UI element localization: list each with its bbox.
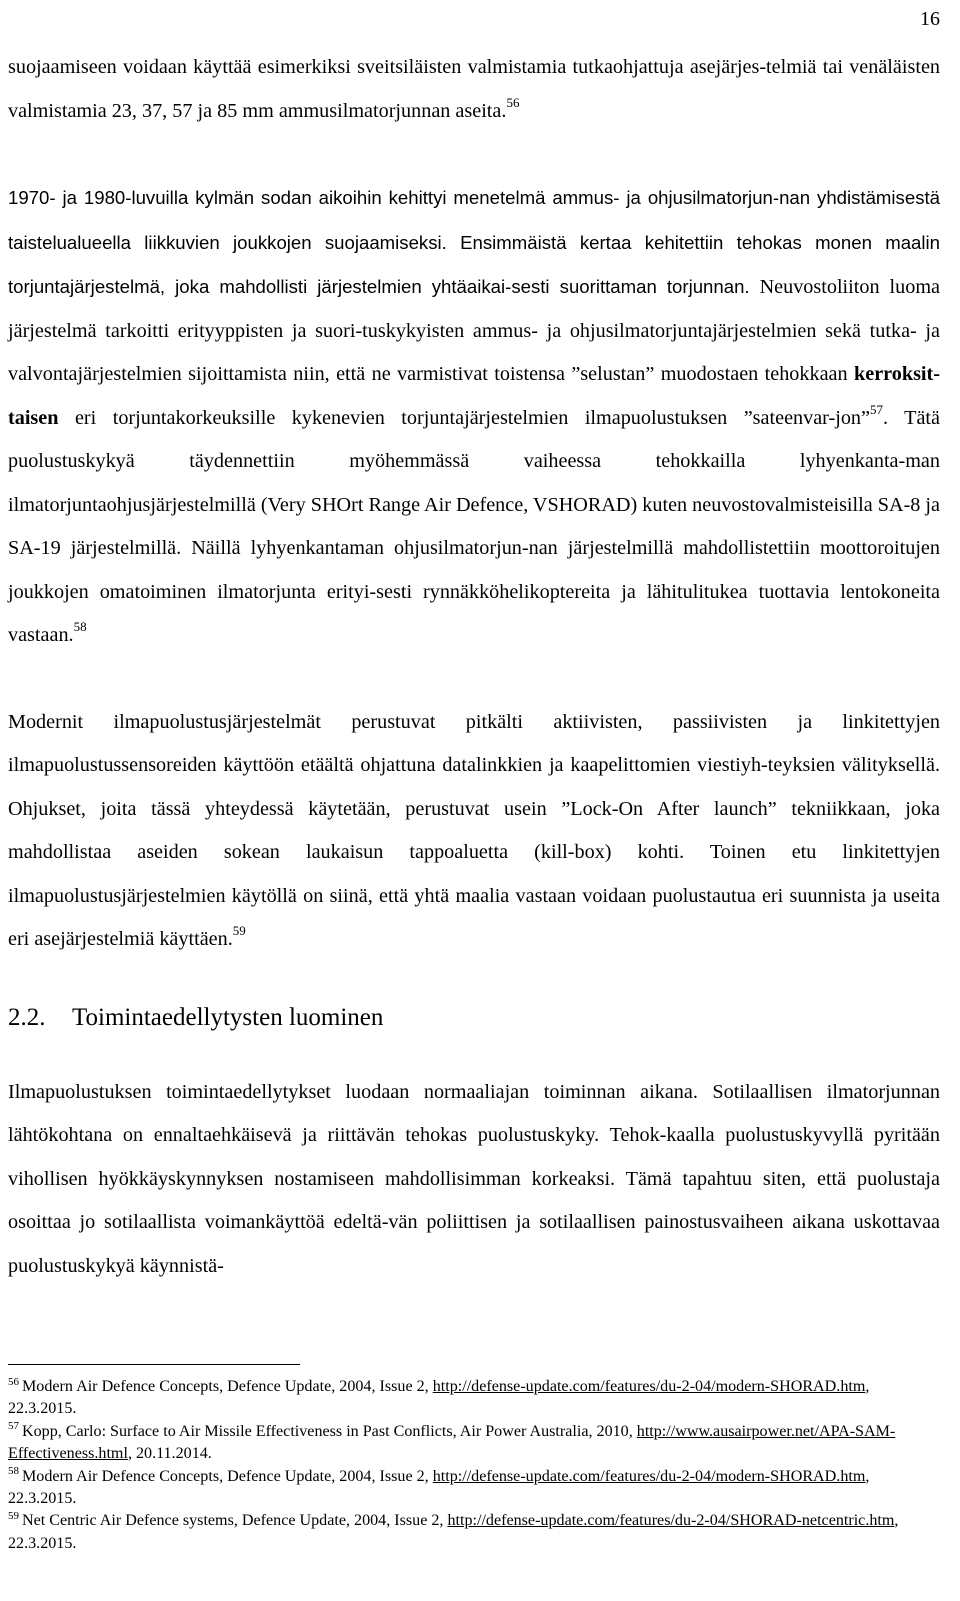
page-body bbox=[8, 46, 940, 1288]
footnote-mark: 57 bbox=[8, 1420, 19, 1433]
paragraph-3 bbox=[8, 701, 940, 962]
footnote-link[interactable]: http://defense-update.com/features/du-2-04/modern-SHORAD.htm bbox=[432, 1378, 866, 1395]
footnote-link[interactable]: http://defense-update.com/features/du-2-04/modern-SHORAD.htm bbox=[432, 1467, 866, 1485]
section-number: 2.2. bbox=[8, 1003, 46, 1031]
paragraph-2 bbox=[8, 176, 940, 658]
footnote-ref-56[interactable]: 56 bbox=[506, 94, 520, 110]
paragraph-3-text: Modernit ilmapuolustusjärjestelmät perustuvat pitkälti aktiivisten, passiivisten ja linkitettyjen ilmapuolustussensoreiden käyttöön etäältä ohjattuna datalinkkien ja kaapelittomien viestiyh-teyksien välityksellä. Ohjukset, joita tässä yhteydessä käytetään, perustuvat usein ”Lock-On After launch” tekniikkaan, joka mahdollistaa aseiden sokean laukaisun tappoaluetta (kill-box) kohti. Toinen etu linkitettyjen ilmapuolustusjärjestelmien käytöllä on siinä, että yhtä maalia vastaan voidaan puolustautua eri suunnista ja useita eri asejärjestelmiä käyttäen. bbox=[8, 710, 940, 950]
footnote-59 bbox=[8, 1510, 913, 1555]
paragraph-1-text: suojaamiseen voidaan käyttää esimerkiksi sveitsiläisten valmistamia tutkaohjattuja asejärjes-telmiä tai venäläisten valmistamia 23, 37, 57 ja 85 mm ammusilmatorjunnan aseita. bbox=[8, 56, 940, 122]
footnote-text: Kopp, Carlo: Surface to Air Missile Effectiveness in Past Conflicts, Air Power Australia, 2010, bbox=[22, 1422, 637, 1440]
footnote-text: Net Centric Air Defence systems, Defence Update, 2004, Issue 2, bbox=[22, 1512, 448, 1530]
footnote-56 bbox=[8, 1376, 913, 1421]
footnote-mark: 58 bbox=[8, 1465, 19, 1478]
paragraph-2-sans-text: 1970- ja 1980-luvuilla kylmän sodan aikoihin kehittyi menetelmä ammus- ja ohjusilmatorjun-nan yhdistämisestä taistelualueella liikkuvien joukkojen suojaamiseksi. Ensimmäistä kertaa kehitettiin tehokas monen maalin torjuntajärjestelmä, joka mahdollisti järjestelmien yhtäaikai-sesti suorittaman torjunnan. bbox=[8, 187, 940, 297]
footnotes bbox=[8, 1376, 913, 1555]
footnote-mark: 59 bbox=[8, 1510, 19, 1523]
paragraph-2-text-a: Neuvostoliiton luoma järjestelmä tarkoitti erityyppisten ja suori-tuskykyisten ammus- ja ohjusilmatorjuntajärjestelmien sekä tutka- ja valvontajärjestelmien sijoittamista niin, että ne varmistivat toistensa ”selustan” muodostaen tehokkaan bbox=[8, 276, 940, 385]
paragraph-1 bbox=[8, 46, 940, 133]
footnote-ref-57[interactable]: 57 bbox=[869, 401, 883, 417]
footnote-58 bbox=[8, 1466, 913, 1511]
footnote-link[interactable]: http://defense-update.com/features/du-2-04/SHORAD-netcentric.htm bbox=[447, 1512, 895, 1530]
footnote-tail: , 22.3.2015. bbox=[8, 1512, 899, 1552]
section-title: Toimintaedellytysten luominen bbox=[72, 1003, 384, 1031]
footnote-separator bbox=[8, 1364, 300, 1365]
footnote-tail: , 22.3.2015. bbox=[8, 1378, 870, 1418]
footnote-tail: , 22.3.2015. bbox=[8, 1467, 870, 1508]
footnote-tail: , 20.11.2014. bbox=[127, 1445, 212, 1463]
paragraph-2-text-b: eri torjuntakorkeuksille kykenevien torjuntajärjestelmien ilmapuolustuksen ”sateenvar-jon” bbox=[58, 406, 870, 429]
footnote-text: Modern Air Defence Concepts, Defence Update, 2004, Issue 2, bbox=[22, 1378, 433, 1395]
footnote-mark: 56 bbox=[8, 1375, 19, 1388]
page-number: 16 bbox=[920, 8, 940, 30]
footnote-text: Modern Air Defence Concepts, Defence Update, 2004, Issue 2, bbox=[22, 1467, 433, 1485]
footnote-ref-58[interactable]: 58 bbox=[73, 619, 87, 635]
section-paragraph: Ilmapuolustuksen toimintaedellytykset luodaan normaaliajan toiminnan aikana. Sotilaallisen ilmatorjunnan lähtökohtana on ennaltaehkäisevä ja riittävän tehokas puolustuskyky. Tehok-kaalla puolustuskyvyllä pyritään vihollisen hyökkäyskynnyksen nostamiseen mahdollisimman korkeaksi. Tämä tapahtuu siten, että puolustaja osoittaa jo sotilaallista voimankäyttöä edeltä-vän poliittisen ja sotilaallisen painostusvaiheen aikana uskottavaa puolustuskykyä käynnistä- bbox=[8, 1080, 940, 1277]
footnote-link[interactable]: http://www.ausairpower.net/APA-SAM-Effectiveness.html bbox=[8, 1422, 896, 1463]
paragraph-2-text-c: . Tätä puolustuskykyä täydennettiin myöhemmässä vaiheessa tehokkailla lyhyenkanta-man ilmatorjuntaohjusjärjestelmillä (Very SHOrt Range Air Defence, VSHORAD) kuten neuvostovalmisteisilla SA-8 ja SA-19 järjestelmillä. Näillä lyhyenkantaman ohjusilmatorjun-nan järjestelmillä mahdollistettiin moottoroitujen joukkojen omatoiminen ilmatorjunta erityi-sesti rynnäkköhelikoptereita ja lähitulitukea tuottavia lentokoneita vastaan. bbox=[8, 406, 941, 646]
section-heading bbox=[8, 996, 940, 1048]
footnote-57 bbox=[8, 1421, 913, 1466]
footnote-ref-59[interactable]: 59 bbox=[232, 923, 246, 939]
paragraph-2-bold-term: kerroksit-taisen bbox=[8, 363, 940, 429]
